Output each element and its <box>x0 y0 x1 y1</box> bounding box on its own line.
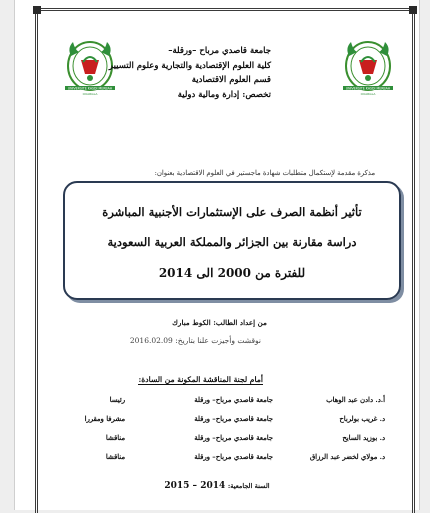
university-logo-right <box>337 38 399 98</box>
jury-member-role: رئيسا <box>109 396 125 404</box>
frame-corner-ornament <box>409 6 417 14</box>
svg-text:OUARGLA: OUARGLA <box>360 92 376 96</box>
academic-year <box>15 481 419 491</box>
department-name: قسم العلوم الاقتصادية <box>191 75 271 85</box>
committee-heading: أمام لجنة المناقشة المكونة من السادة: <box>138 375 263 384</box>
institution-header <box>41 44 271 102</box>
jury-member-university: جامعة قاصدي مرباح– ورقلة <box>194 453 273 461</box>
jury-member-role: مناقشا <box>105 434 125 442</box>
jury-member-university: جامعة قاصدي مرباح– ورقلة <box>194 396 273 404</box>
academic-year-label: السنة الجامعية: <box>227 482 270 490</box>
thesis-title-box <box>63 181 401 300</box>
jury-row <box>73 411 385 430</box>
specialty: تخصص: إدارة ومالية دولية <box>177 89 271 100</box>
university-seal-icon <box>337 38 399 98</box>
defense-date: نوقشت وأجيزت علنا بتاريخ: 2016.02.09 <box>129 336 261 345</box>
jury-member-name: د. بوزيد السايح <box>342 434 385 442</box>
memo-statement: مذكرة مقدمة لإستكمال متطلبات شهادة ماجستير في العلوم الاقتصادية بعنوان: <box>154 169 375 177</box>
jury-member-role: مشرفا ومقررا <box>84 415 125 423</box>
university-name: جامعة قاصدي مرباح –ورقلة– <box>168 46 271 56</box>
frame-corner-ornament <box>33 6 41 14</box>
prepared-by: من إعداد الطالب: الكوط مبارك <box>172 318 267 327</box>
thesis-title-line2: دراسة مقارنة بين الجزائر والمملكة العربية السعودية <box>107 235 357 249</box>
faculty-name: كلية العلوم الإقتصادية والتجارية وعلوم التسيير <box>108 60 271 71</box>
jury-member-university: جامعة قاصدي مرباح– ورقلة <box>194 415 273 423</box>
jury-row <box>73 449 385 468</box>
jury-row <box>73 430 385 449</box>
jury-member-name: د. مولاي لخضر عبد الرزاق <box>309 453 385 461</box>
jury-member-university: جامعة قاصدي مرباح– ورقلة <box>194 434 273 442</box>
jury-member-name: د. غريب بولرباح <box>339 415 385 423</box>
jury-member-role: مناقشا <box>105 453 125 461</box>
academic-year-value: 2014 – 2015 <box>164 481 226 491</box>
svg-text:UNIVERSITE KASDI MERBAH: UNIVERSITE KASDI MERBAH <box>67 86 113 91</box>
jury-row <box>73 392 385 411</box>
thesis-title-line1: تأثير أنظمة الصرف على الإستثمارات الأجنبية المباشرة <box>102 205 362 219</box>
jury-member-name: أ.د. دادن عبد الوهاب <box>326 396 385 404</box>
svg-text:OUARGLA: OUARGLA <box>82 92 98 96</box>
svg-text:UNIVERSITE KASDI MERBAH: UNIVERSITE KASDI MERBAH <box>345 86 391 91</box>
thesis-title-line3: للفترة من 2000 الى 2014 <box>158 266 306 280</box>
document-page <box>14 0 420 510</box>
jury-list <box>73 392 385 468</box>
